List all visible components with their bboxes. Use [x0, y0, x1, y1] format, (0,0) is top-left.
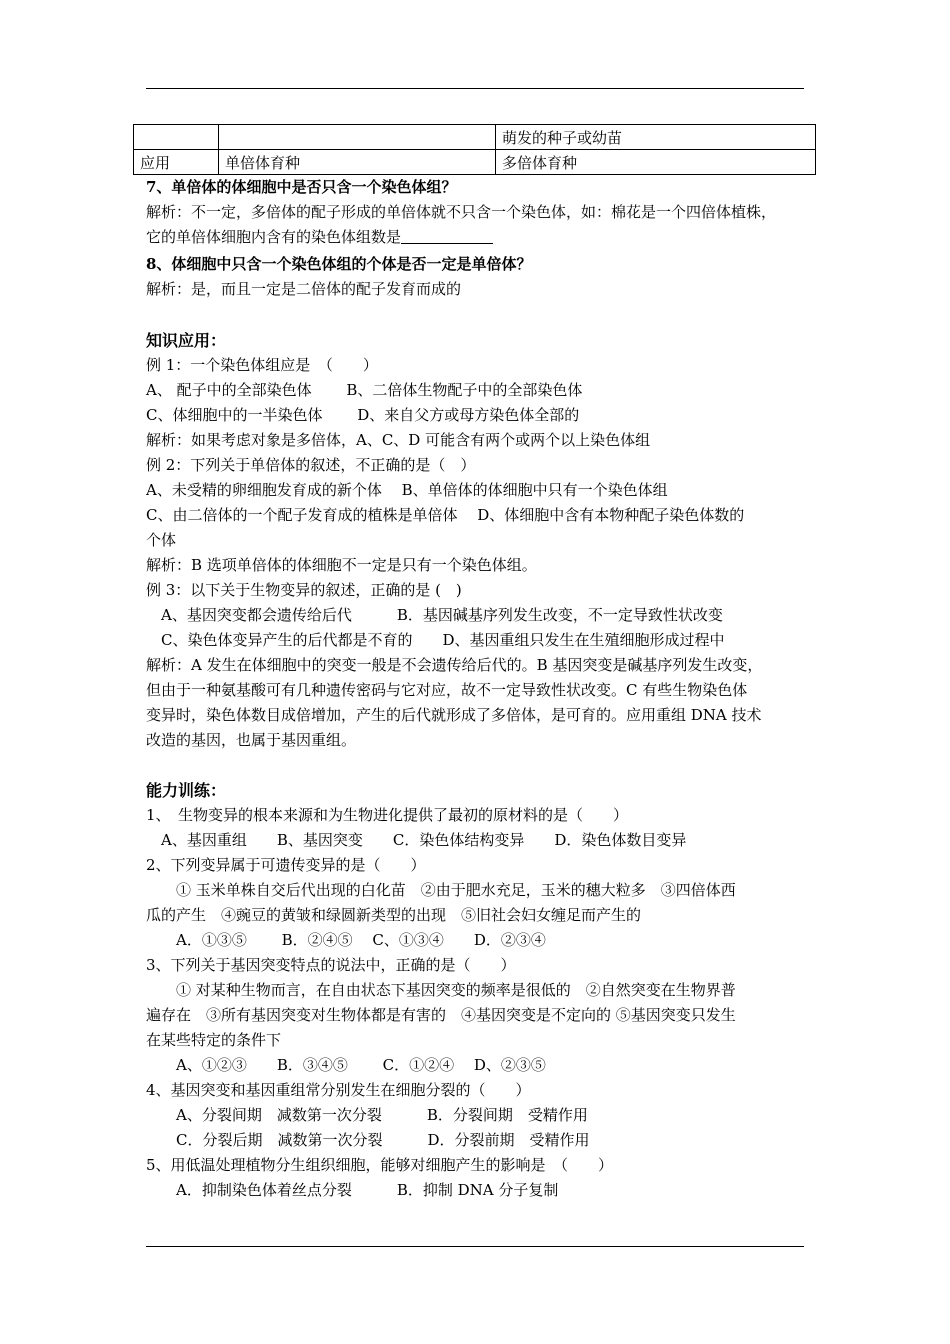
text-line: A、①②③ B．③④⑤ C．①②④ D、②③⑤ [146, 1056, 546, 1074]
text-line: 解析：B 选项单倍体的体细胞不一定是只有一个染色体组。 [146, 556, 537, 574]
table-cell [134, 125, 219, 150]
text-line: 5、用低温处理植物分生组织细胞，能够对细胞产生的影响是 （ ） [146, 1156, 614, 1174]
text-line: A．抑制染色体着丝点分裂 B．抑制 DNA 分子复制 [146, 1181, 559, 1199]
text-line: 例 1：一个染色体组应是 （ ） [146, 356, 378, 374]
text-line: 例 2：下列关于单倍体的叙述，不正确的是（ ） [146, 456, 476, 474]
text-line: 3、下列关于基因突变特点的说法中，正确的是（ ） [146, 956, 516, 974]
table-cell [219, 125, 496, 150]
text-line: ① 玉米单株自交后代出现的白化苗 ②由于肥水充足，玉米的穗大粒多 ③四倍体西 [146, 881, 736, 899]
question-7-analysis-text: 它的单倍体细胞内含有的染色体组数是 [146, 228, 402, 246]
section-heading-training: 能力训练： [146, 781, 227, 800]
text-line: A、未受精的卵细胞发育成的新个体 B、单倍体的体细胞中只有一个染色体组 [146, 481, 668, 499]
question-7-title: 7、单倍体的体细胞中是否只含一个染色体组？ [146, 178, 457, 196]
table-cell: 应用 [134, 150, 219, 175]
table-row [134, 125, 816, 150]
text-line: A、分裂间期 减数第一次分裂 B．分裂间期 受精作用 [146, 1106, 588, 1124]
text-line: ① 对某种生物而言，在自由状态下基因突变的频率是很低的 ②自然突变在生物界普 [146, 981, 736, 999]
table-cell: 多倍体育种 [496, 150, 816, 175]
text-line: C、染色体变异产生的后代都是不育的 D、基因重组只发生在生殖细胞形成过程中 [146, 631, 725, 649]
text-line: 例 3：以下关于生物变异的叙述，正确的是 ( ) [146, 581, 462, 599]
text-line: 1、 生物变异的根本来源和为生物进化提供了最初的原材料的是（ ） [146, 806, 629, 824]
question-8-analysis: 解析：是，而且一定是二倍体的配子发育而成的 [146, 280, 462, 298]
text-line: 解析：A 发生在体细胞中的突变一般是不会遗传给后代的。B 基因突变是碱基序列发生改变， [146, 656, 763, 674]
question-7-analysis: 解析：不一定，多倍体的配子形成的单倍体就不只含一个染色体，如：棉花是一个四倍体植株， [146, 203, 777, 221]
text-line: 4、基因突变和基因重组常分别发生在细胞分裂的（ ） [146, 1081, 531, 1099]
text-line: 瓜的产生 ④豌豆的黄皱和绿圆新类型的出现 ⑤旧社会妇女缠足而产生的 [146, 906, 642, 924]
text-line: A、基因突变都会遗传给后代 B．基因碱基序列发生改变，不一定导致性状改变 [146, 606, 723, 624]
text-line: 遍存在 ③所有基因突变对生物体都是有害的 ④基因突变是不定向的 ⑤基因突变只发生 [146, 1006, 736, 1024]
text-line: 但由于一种氨基酸可有几种遗传密码与它对应，故不一定导致性状改变。C 有些生物染色体 [146, 681, 748, 699]
comparison-table [133, 124, 816, 175]
section-heading-application: 知识应用： [146, 331, 227, 350]
table-cell: 萌发的种子或幼苗 [496, 125, 816, 150]
text-line: 变异时，染色体数目成倍增加，产生的后代就形成了多倍体，是可育的。应用重组 DNA 技术 [146, 706, 762, 724]
text-line: A、 配子中的全部染色体 B、二倍体生物配子中的全部染色体 [146, 381, 583, 399]
text-line: C、由二倍体的一个配子发育成的植株是单倍体 D、体细胞中含有本物种配子染色体数的 [146, 506, 745, 524]
text-line: 2、下列变异属于可遗传变异的是（ ） [146, 856, 426, 874]
text-line: A．①③⑤ B．②④⑤ C、①③④ D．②③④ [146, 931, 546, 949]
text-line: 在某些特定的条件下 [146, 1031, 282, 1049]
question-7-analysis-cont [146, 225, 493, 250]
text-line: A、基因重组 B、基因突变 C．染色体结构变异 D．染色体数目变异 [146, 831, 687, 849]
table-row [134, 150, 816, 175]
table-cell: 单倍体育种 [219, 150, 496, 175]
question-8-title: 8、体细胞中只含一个染色体组的个体是否一定是单倍体？ [146, 255, 532, 273]
text-line: C、体细胞中的一半染色体 D、来自父方或母方染色体全部的 [146, 406, 580, 424]
text-line: 改造的基因，也属于基因重组。 [146, 731, 357, 749]
header-rule [146, 88, 804, 89]
text-line: 个体 [146, 531, 177, 549]
text-line: 解析：如果考虑对象是多倍体，A、C、D 可能含有两个或两个以上染色体组 [146, 431, 651, 449]
text-line: C．分裂后期 减数第一次分裂 D．分裂前期 受精作用 [146, 1131, 590, 1149]
footer-rule [146, 1246, 804, 1247]
answer-blank [401, 227, 493, 244]
